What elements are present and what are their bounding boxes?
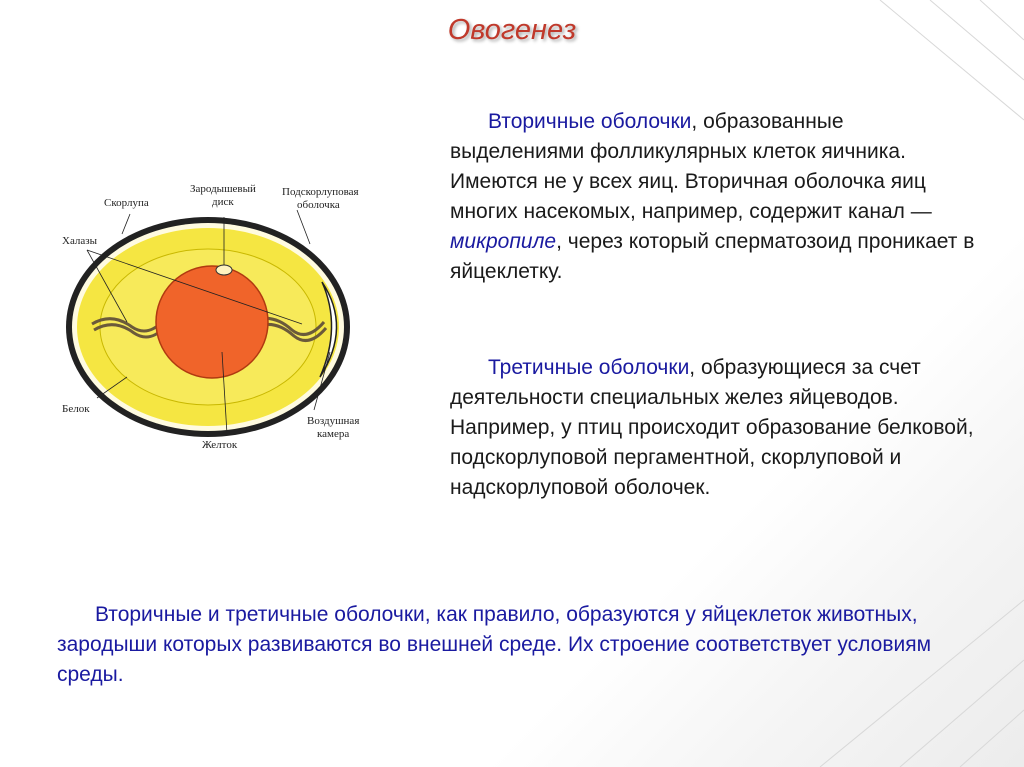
label-albumen: Белок (62, 403, 90, 415)
secondary-membranes-paragraph (450, 107, 980, 287)
secondary-term: Вторичные оболочки (488, 110, 692, 133)
yolk (156, 266, 268, 378)
slide-title: Овогенез (447, 14, 577, 46)
secondary-text-a: , образованные выделениями фолликулярных клеток яичника. Имеются не у всех яиц. Вторичная оболочка яиц многих насекомых, например, содержит канал — (450, 110, 932, 223)
tertiary-term: Третичные оболочки (488, 356, 690, 379)
summary-paragraph (57, 600, 987, 690)
tertiary-text: , образующиеся за счет деятельности специальных желез яйцеводов. Например, у птиц происходит образование белковой, подскорлуповой пергаментной, скорлуповой и надскорлуповой оболочек. (450, 356, 974, 499)
secondary-text-b: , через который сперматозоид проникает в яйцеклетку. (450, 230, 975, 283)
label-yolk: Желток (202, 439, 238, 451)
label-membrane-1: Подскорлуповая (282, 186, 359, 198)
tertiary-membranes-paragraph (450, 353, 980, 503)
germinal-disc (216, 265, 232, 275)
label-membrane-2: оболочка (297, 199, 340, 211)
micropyle-term: микропиле (450, 230, 557, 253)
label-shell: Скорлупа (104, 197, 149, 209)
label-chalazae: Халазы (62, 235, 98, 247)
egg-structure-diagram (52, 172, 382, 462)
label-germinal-disc-1: Зародышевый (190, 183, 256, 195)
label-air-cell-2: камера (317, 428, 350, 440)
summary-text: Вторичные и третичные оболочки, как правило, образуются у яйцеклеток животных, зародыши которых развиваются во внешней среде. Их строение соответствует условиям среды. (57, 603, 932, 686)
label-air-cell-1: Воздушная (307, 415, 360, 427)
label-germinal-disc-2: диск (212, 196, 234, 208)
